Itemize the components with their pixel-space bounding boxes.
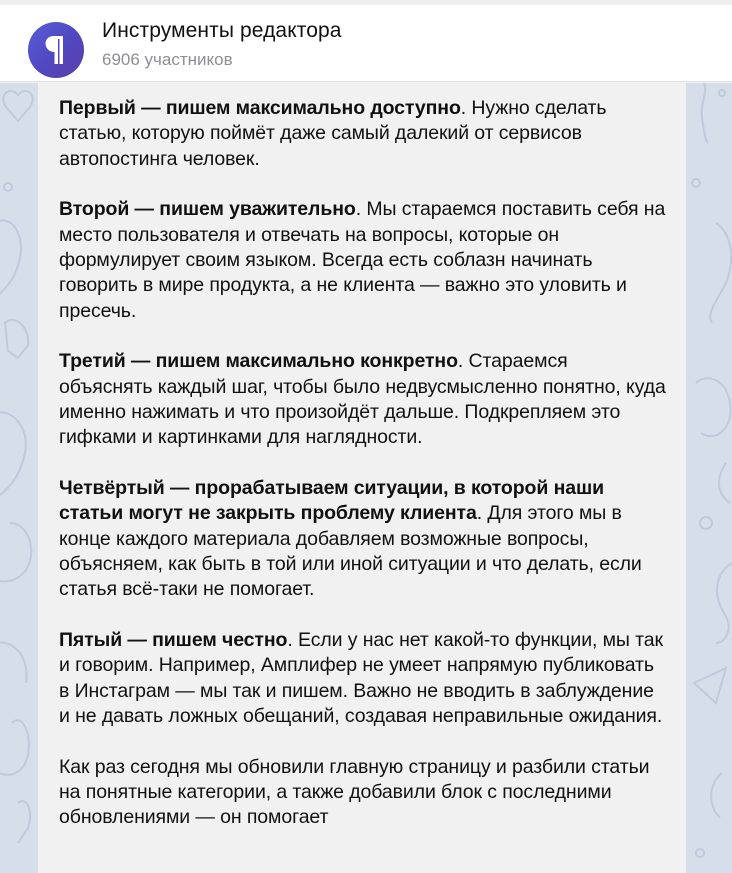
paragraph-heading: Второй — пишем уважительно	[59, 198, 356, 221]
paragraph-text: . Мы стараемся поставить себя на место пользователя и отвечать на вопросы, которые он формулирует своим языком. Всегда есть соблазн начинать говорить в мире продукта, а не клиента — важно это уловить и пресечь.	[59, 198, 666, 322]
paragraph-heading: Третий — пишем максимально конкретно	[59, 350, 458, 373]
channel-avatar[interactable]	[28, 22, 84, 78]
message-paragraph-6	[59, 755, 666, 831]
chat-area[interactable]	[0, 83, 732, 873]
message-paragraph-1	[59, 96, 666, 172]
paragraph-heading: Пятый — пишем честно	[59, 629, 288, 652]
message-bubble[interactable]	[38, 83, 686, 873]
paragraph-text: . Для этого мы в конце каждого материала добавляем возможные вопросы, объясняем, как быть в той или иной ситуации и что делать, если статья всё-таки не помогает.	[59, 502, 642, 601]
channel-title: Инструменты редактора	[102, 19, 342, 42]
paragraph-heading: Первый — пишем максимально доступно	[59, 97, 461, 119]
message-paragraph-4	[59, 476, 666, 602]
paragraph-text: . Если у нас нет какой-то функции, мы так и говорим. Например, Амплифер не умеет напрямую публиковать в Инстаграм — мы так и пишем. Важно не вводить в заблуждение и не давать ложных обещаний, создавая неправильные ожидания.	[59, 629, 663, 727]
message-paragraph-3	[59, 349, 666, 450]
paragraph-heading: Четвёртый — прорабатываем ситуации, в которой наши статьи могут не закрыть проблему клиента	[59, 477, 605, 525]
pilcrow-icon	[28, 22, 84, 78]
message-paragraph-2	[59, 197, 666, 323]
member-count: 6906 участников	[102, 50, 233, 69]
paragraph-text: . Нужно сделать статью, которую поймёт даже самый далекий от сервисов автопостинга человек.	[59, 97, 607, 170]
paragraph-text: . Стараемся объяснять каждый шаг, чтобы было недвусмысленно понятно, куда именно нажимать и что произойдёт дальше. Подкрепляем это гифками и картинками для наглядности.	[59, 350, 666, 449]
background-doodle-icon	[686, 83, 732, 873]
paragraph-text: Как раз сегодня мы обновили главную страницу и разбили статьи на понятные категории, а также добавили блок с последними обновлениями — он помогает	[59, 755, 650, 829]
chat-header[interactable]	[0, 5, 732, 82]
background-doodle-icon	[0, 83, 40, 873]
message-paragraph-5	[59, 628, 666, 729]
